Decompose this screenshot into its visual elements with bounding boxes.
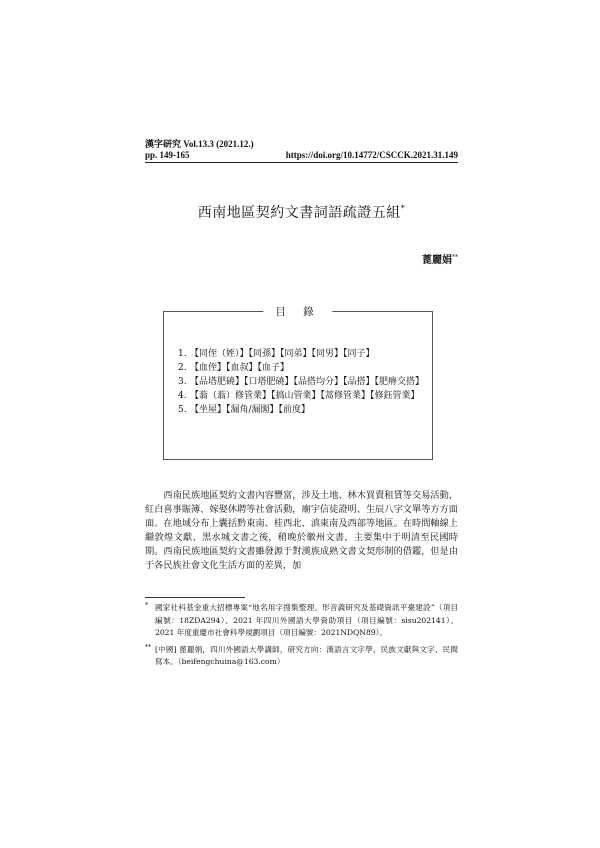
toc-item-text: 【蓊（蓊）修管業】【搞山管業】【蒿修管業】【修鈺管業】 [190, 391, 420, 401]
footnote-mark: * [145, 602, 148, 609]
table-of-contents [163, 306, 433, 460]
footnote-text: [中國] 蓖麗娟，四川外國語大學講師，研究方向：漢語言文字學、民族文獻與文字、民間寫本。（beifengchuina@163.com） [155, 644, 458, 666]
toc-item [178, 403, 424, 417]
toc-item-number: 5. [178, 405, 187, 415]
footnote [145, 602, 458, 640]
toc-list [178, 347, 424, 417]
doi-link[interactable]: https://doi.org/10.14772/CSCCK.2021.31.149 [285, 150, 458, 160]
toc-item [178, 389, 424, 403]
toc-item-text: 【同侄（姪）】【同孫】【同弟】【同男】【同子】 [190, 349, 375, 359]
footnote-text: 國家社科基金重大招標專案“地名用字搜集整理、形音義研究及基礎資訊平臺建設”（項目編號：18ZDA294）、2021 年四川外國語大學資助項目（項目編號：sisu202141）、2021 年度重慶市社會科學規劃項目（項目編號：2021NDQN89）。 [155, 603, 458, 637]
journal-pages-doi-row [145, 150, 458, 160]
toc-item-text: 【血侄】【血叔】【血子】 [190, 363, 290, 373]
page-range: pp. 149-165 [145, 150, 190, 160]
toc-item-number: 1. [178, 349, 187, 359]
toc-item-number: 3. [178, 377, 187, 387]
header-rule [145, 162, 458, 163]
toc-item-text: 【坐屋】【漏角/漏閣】【前度】 [190, 405, 311, 415]
footnote-rule [145, 597, 245, 598]
author-name-text: 蓖麗娟 [422, 255, 452, 266]
footnote-mark: ** [145, 643, 151, 651]
footnote [145, 644, 458, 669]
journal-name-volume: 漢字研究 Vol.13.3 (2021.12.) [145, 139, 254, 149]
toc-item-number: 4. [178, 391, 187, 401]
toc-item [178, 347, 424, 361]
title-footnote-mark[interactable]: * [400, 204, 406, 213]
toc-item-number: 2. [178, 363, 187, 373]
toc-heading: 目 錄 [263, 304, 332, 319]
footnotes [145, 602, 458, 673]
toc-item [178, 361, 424, 375]
article-title [145, 200, 458, 222]
article-title-text: 西南地區契約文書詞語疏證五組 [197, 205, 401, 221]
toc-item [178, 375, 424, 389]
author-name [422, 251, 458, 266]
body-paragraph: 西南民族地區契約文書內容豐富，涉及土地、林木買賣租賃等交易活動，紅白喜事賑簿、嫁娶休聘等社會活動，廟宇信徒證明、生辰八字文單等方方面面。在地域分布上囊括黔東南、桂西北、滇東南及西部等地區。在時間軸線上繼敦煌文獻、黑水城文書之後，稍晚於徽州文書，主要集中于明清至民國時期。西南民族地區契約文書雖發源于對漢族成熟文書文契形制的借鑑，但是由于各民族社會文化生活方面的差異，加 [145, 490, 458, 571]
author-footnote-mark[interactable]: ** [452, 254, 458, 261]
toc-item-text: 【品塔肥磽】【口塔肥磽】【品搭均分】【品搭】【肥瘠交搭】 [190, 377, 425, 387]
